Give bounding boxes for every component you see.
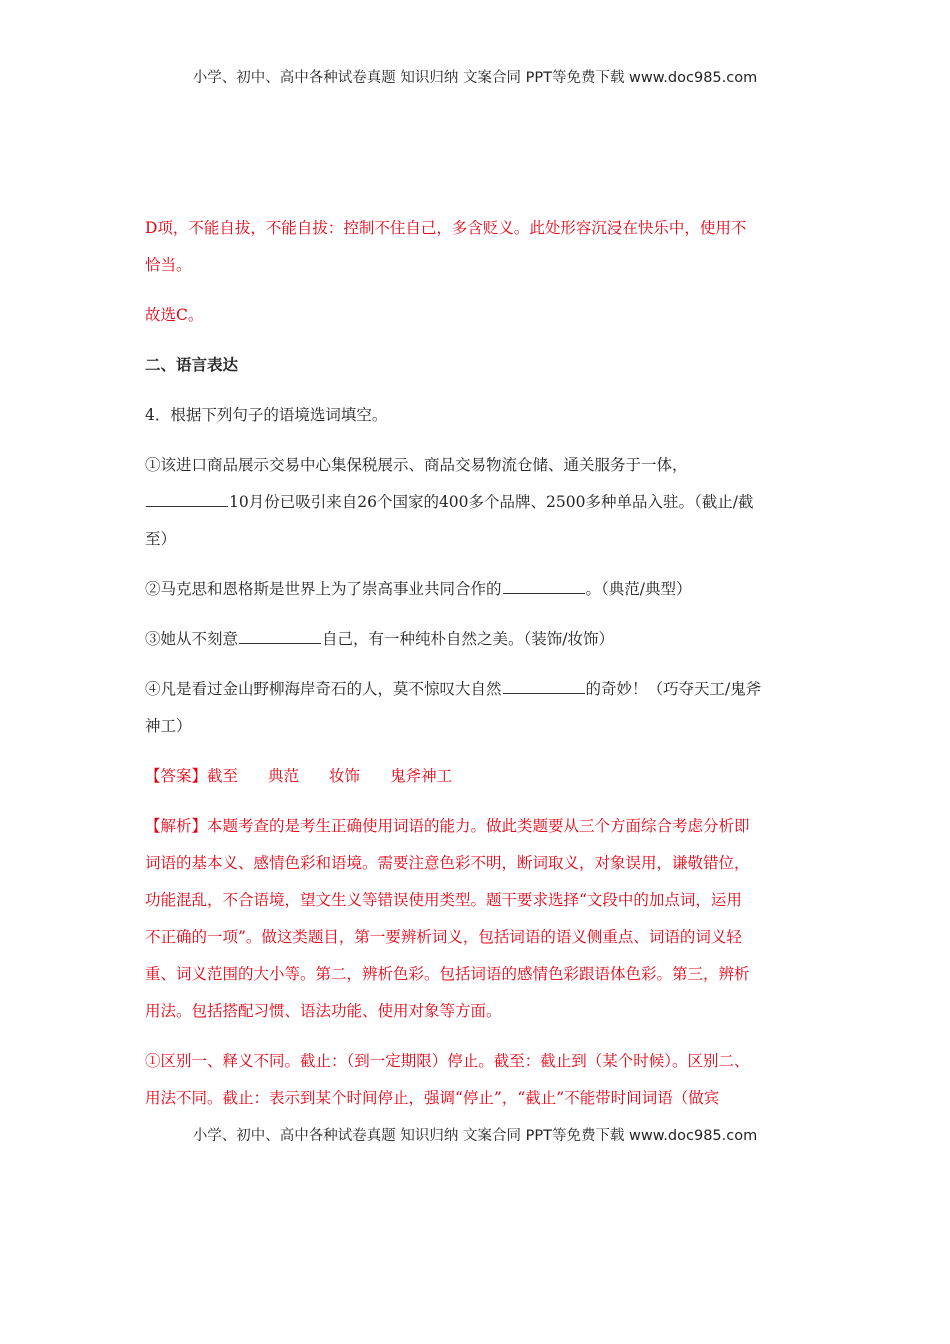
sentence-1-line-2 [145, 484, 810, 521]
fill-blank-4[interactable] [503, 692, 585, 694]
sentence-1-line-1: ①该进口商品展示交易中心集保税展示、商品交易物流仓储、通关服务于一体， [145, 456, 688, 474]
page-footer: 小学、初中、高中各种试卷真题 知识归纳 文案合同 PPT等免费下载 www.doc985.com [192, 1128, 758, 1144]
sentence-4-line-1 [145, 671, 810, 708]
sentence-2-start: ②马克思和恩格斯是世界上为了崇高事业共同合作的 [145, 580, 502, 598]
document-body [145, 210, 810, 1117]
analysis-block [145, 808, 810, 1030]
answer-item: 鬼斧神工 [390, 767, 453, 785]
analysis-detail-line: 用法不同。截止：表示到某个时间停止，强调“停止”，“截止”不能带时间词语（做宾 [145, 1089, 720, 1107]
sentence-1-line-3: 至） [145, 530, 177, 548]
fill-blank-3[interactable] [239, 642, 321, 644]
sentence-2-end: 。（典范/典型） [585, 580, 692, 598]
sentence-3 [145, 621, 810, 658]
sentence-4-line-2: 神工） [145, 717, 192, 735]
analysis-line: 词语的基本义、感情色彩和语境。需要注意色彩不明，断词取义，对象误用，谦敬错位， [145, 854, 750, 872]
section-title: 二、语言表达 [145, 356, 239, 374]
fill-blank-1[interactable] [146, 505, 228, 507]
page-header: 小学、初中、高中各种试卷真题 知识归纳 文案合同 PPT等免费下载 www.doc985.com [192, 70, 758, 86]
analysis-line: 用法。包括搭配习惯、语法功能、使用对象等方面。 [145, 1002, 502, 1020]
option-d-line-2: 恰当。 [145, 256, 192, 274]
sentence-2 [145, 571, 810, 608]
analysis-line: 重、词义范围的大小等。第二，辨析色彩。包括词语的感情色彩跟语体色彩。第三，辨析 [145, 965, 750, 983]
option-d-line-1: D项，不能自拔，不能自拔：控制不住自己，多含贬义。此处形容沉浸在快乐中，使用不 [145, 219, 747, 237]
sentence-4-start: ④凡是看过金山野柳海岸奇石的人，莫不惊叹大自然 [145, 680, 502, 698]
answer-item: 典范 [268, 767, 300, 785]
question-stem: 4．根据下列句子的语境选词填空。 [145, 406, 388, 424]
answer-label: 【答案】 [145, 767, 208, 785]
analysis-detail-line: ①区别一、释义不同。截止：（到一定期限）停止。截至：截止到（某个时候）。区别二、 [145, 1052, 750, 1070]
fill-blank-2[interactable] [503, 592, 585, 594]
answer-item: 妆饰 [329, 767, 361, 785]
sentence-1-text: 10月份已吸引来自26个国家的400多个品牌、2500多种单品入驻。（截止/截 [229, 493, 754, 511]
analysis-detail-block [145, 1043, 810, 1117]
answer-line [145, 758, 810, 795]
sentence-3-start: ③她从不刻意 [145, 630, 239, 648]
answer-item: 截至 [207, 767, 239, 785]
sentence-3-end: 自己，有一种纯朴自然之美。（装饰/妆饰） [322, 630, 614, 648]
choose-answer: 故选C。 [145, 306, 204, 324]
analysis-line: 不正确的一项”。做这类题目，第一要辨析词义，包括词语的语义侧重点、词语的词义轻 [145, 928, 742, 946]
sentence-4-end: 的奇妙！（巧夺天工/鬼斧 [585, 680, 762, 698]
analysis-line: 功能混乱，不合语境，望文生义等错误使用类型。题干要求选择“文段中的加点词，运用 [145, 891, 742, 909]
analysis-line: 【解析】本题考查的是考生正确使用词语的能力。做此类题要从三个方面综合考虑分析即 [145, 817, 750, 835]
